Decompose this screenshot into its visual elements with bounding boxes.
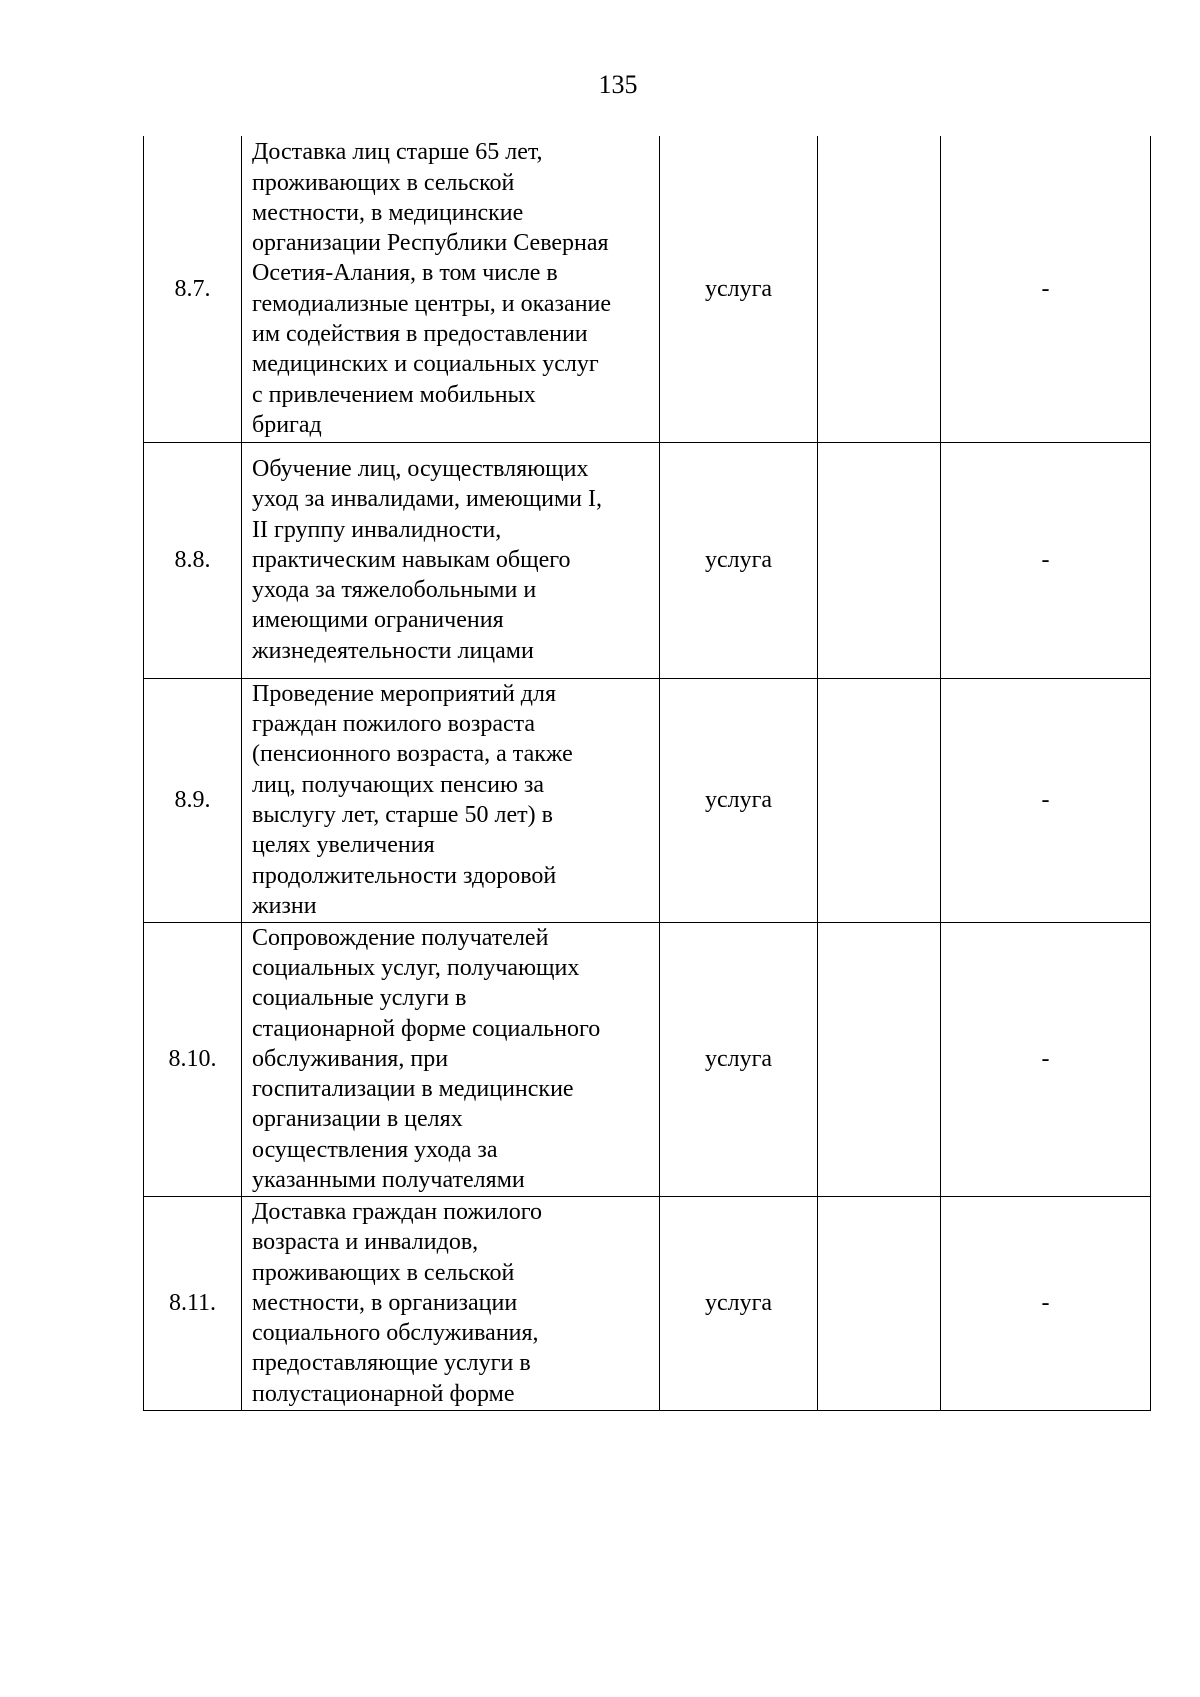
unit-label: услуга — [704, 786, 773, 813]
description-line: Доставка лиц старше 65 лет, — [252, 139, 543, 166]
dash-value: - — [1041, 786, 1050, 813]
description-line: II группу инвалидности, — [252, 516, 502, 543]
description-line: социальные услуги в — [252, 985, 467, 1012]
description-line: им содействия в предоставлении — [252, 321, 588, 348]
row-number-cell — [144, 922, 242, 1196]
row-number-cell — [144, 678, 242, 922]
dash-value: - — [1041, 275, 1050, 302]
dash-value: - — [1041, 546, 1050, 573]
row-number: 8.9. — [174, 786, 211, 813]
dash-value: - — [1041, 1289, 1050, 1316]
description-line: продолжительности здоровой — [252, 862, 557, 889]
dash-value: - — [1041, 1045, 1050, 1072]
description-line: граждан пожилого возраста — [252, 711, 536, 738]
description-line: имеющими ограничения — [252, 607, 504, 634]
description-line: целях увеличения — [252, 832, 435, 859]
description-line: медицинских и социальных услуг — [252, 351, 599, 378]
description-line: с привлечением мобильных — [252, 381, 536, 408]
description-line: проживающих в сельской — [252, 169, 515, 196]
description-line: местности, в организации — [252, 1289, 518, 1316]
empty-cell — [818, 136, 941, 442]
description-line: Обучение лиц, осуществляющих — [252, 455, 589, 482]
row-number: 8.7. — [174, 275, 211, 302]
service-description-cell — [242, 922, 660, 1196]
unit-cell — [660, 1196, 818, 1410]
service-description-cell — [242, 1196, 660, 1410]
unit-cell — [660, 136, 818, 442]
value-cell — [941, 922, 1151, 1196]
description-line: осуществления ухода за — [252, 1136, 498, 1163]
unit-label: услуга — [704, 1289, 773, 1316]
table-body — [144, 136, 1151, 1410]
services-table — [143, 136, 1151, 1411]
description-line: бригад — [252, 411, 322, 438]
description-line: жизни — [252, 892, 317, 919]
description-line: предоставляющие услуги в — [252, 1350, 531, 1377]
service-description-cell — [242, 136, 660, 442]
unit-label: услуга — [704, 546, 773, 573]
table-row — [144, 922, 1151, 1196]
description-line: местности, в медицинские — [252, 199, 524, 226]
empty-cell — [818, 442, 941, 678]
table-row — [144, 136, 1151, 442]
description-line: проживающих в сельской — [252, 1259, 515, 1286]
table-row — [144, 442, 1151, 678]
description-line: обслуживания, при — [252, 1045, 449, 1072]
empty-cell — [818, 922, 941, 1196]
row-number: 8.10. — [168, 1045, 217, 1072]
table-row — [144, 678, 1151, 922]
empty-cell — [818, 678, 941, 922]
value-cell — [941, 442, 1151, 678]
description-line: Осетия-Алания, в том числе в — [252, 260, 558, 287]
description-line: уход за инвалидами, имеющими I, — [252, 486, 602, 513]
description-line: Сопровождение получателей — [252, 924, 549, 951]
description-line: ухода за тяжелобольными и — [252, 577, 537, 604]
description-line: указанными получателями — [252, 1167, 525, 1194]
table-row — [144, 1196, 1151, 1410]
row-number: 8.11. — [168, 1289, 217, 1316]
description-line: Доставка граждан пожилого — [252, 1198, 543, 1225]
description-line: практическим навыкам общего — [252, 546, 571, 573]
value-cell — [941, 136, 1151, 442]
description-line: гемодиализные центры, и оказание — [252, 290, 612, 317]
description-line: (пенсионного возраста, а также — [252, 741, 573, 768]
description-line: социальных услуг, получающих — [252, 954, 580, 981]
row-number-cell — [144, 1196, 242, 1410]
description-line: организации Республики Северная — [252, 230, 609, 257]
unit-label: услуга — [704, 275, 773, 302]
value-cell — [941, 1196, 1151, 1410]
description-line: организации в целях — [252, 1106, 463, 1133]
description-line: выслугу лет, старше 50 лет) в — [252, 802, 553, 828]
description-line: госпитализации в медицинские — [252, 1076, 574, 1103]
row-number: 8.8. — [174, 546, 211, 573]
empty-cell — [818, 1196, 941, 1410]
description-line: полустационарной форме — [252, 1380, 515, 1407]
description-line: стационарной форме социального — [252, 1015, 601, 1042]
description-line: лиц, получающих пенсию за — [252, 771, 545, 798]
description-line: жизнедеятельности лицами — [252, 637, 534, 664]
description-line: социального обслуживания, — [252, 1320, 539, 1347]
unit-cell — [660, 678, 818, 922]
row-number-cell — [144, 442, 242, 678]
unit-cell — [660, 922, 818, 1196]
description-line: Проведение мероприятий для — [252, 680, 557, 707]
service-description-cell — [242, 442, 660, 678]
value-cell — [941, 678, 1151, 922]
unit-label: услуга — [704, 1045, 773, 1072]
unit-cell — [660, 442, 818, 678]
description-line: возраста и инвалидов, — [252, 1229, 479, 1256]
page-number: 135 — [598, 70, 638, 99]
service-description-cell — [242, 678, 660, 922]
row-number-cell — [144, 136, 242, 442]
